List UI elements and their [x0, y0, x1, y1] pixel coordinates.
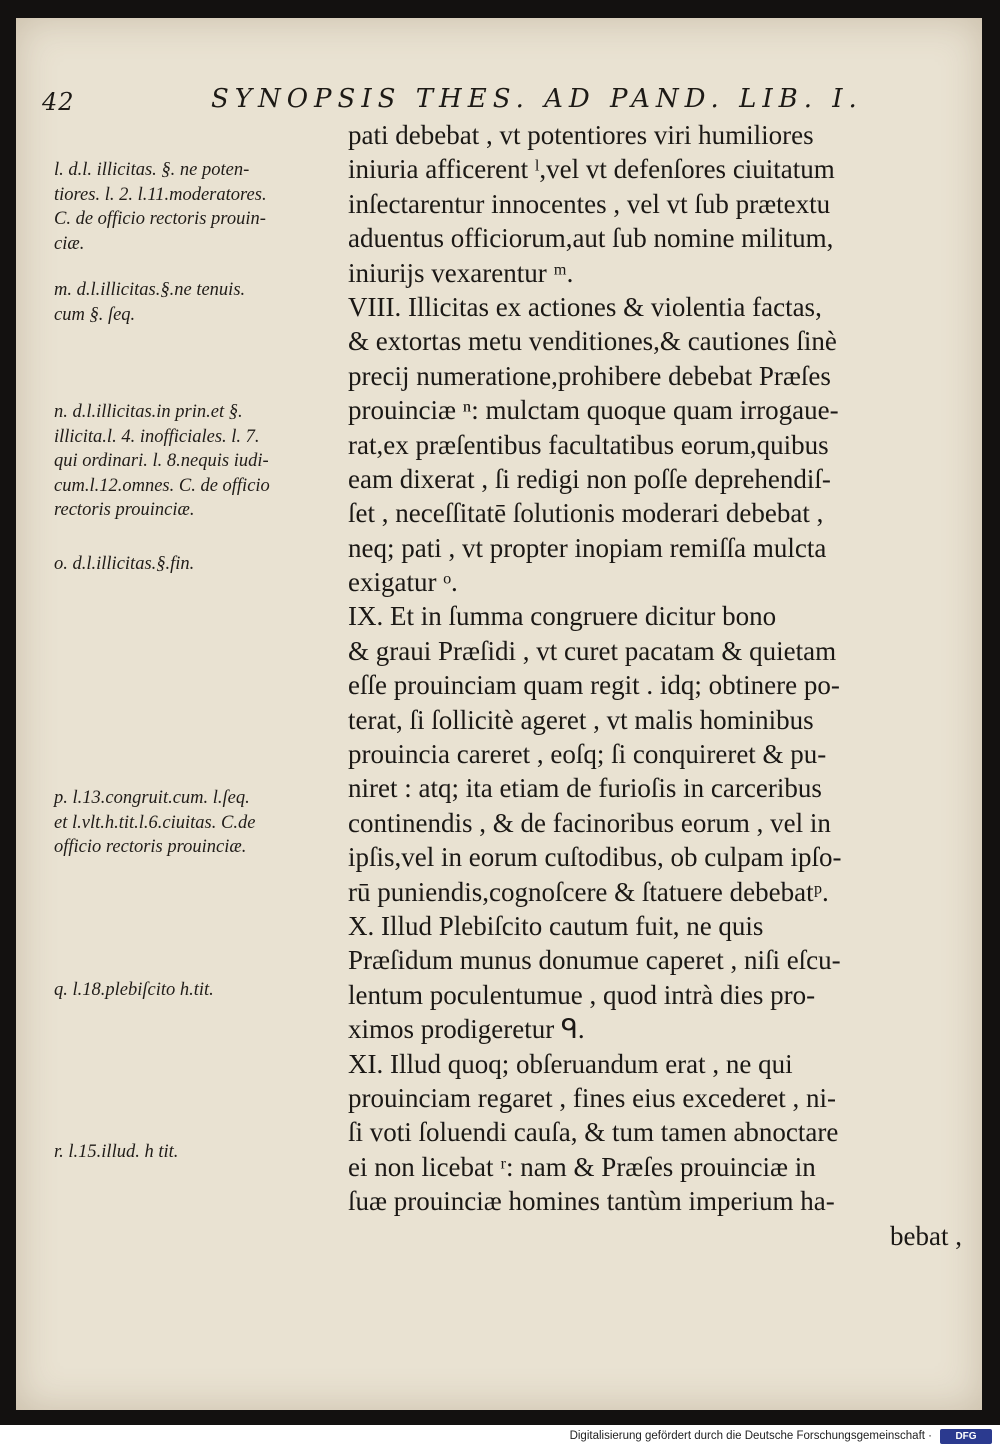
text-line: ximos prodigeretur ᑫ.	[348, 1014, 585, 1045]
text-line: ipſis,vel in eorum cuſtodibus, ob culpam ipſo-	[348, 842, 842, 873]
main-text	[348, 118, 966, 1253]
marginal-note-o	[54, 552, 374, 577]
digitization-footer	[0, 1425, 1000, 1449]
text-line: VIII. Illicitas ex actiones & violentia factas,	[348, 291, 822, 322]
text-line: exigatur ᵒ.	[348, 567, 458, 598]
marginal-note-line: ciæ.	[54, 233, 85, 254]
text-line: ſi voti ſoluendi cauſa, & tum tamen abnoctare	[348, 1117, 839, 1148]
marginal-note-line: n. d.l.illicitas.in prin.et §.	[54, 402, 243, 422]
book-page	[16, 18, 982, 1410]
text-line: rū puniendis,cognoſcere & ſtatuere debebatᵖ.	[348, 876, 829, 907]
text-line: iniurijs vexarentur ᵐ.	[348, 257, 574, 288]
text-line: precij numeratione,prohibere debebat Præſes	[348, 360, 831, 391]
marginal-note-line: q. l.18.plebiſcito h.tit.	[54, 980, 214, 1000]
text-line: ſet , neceſſitatē ſolutionis moderari debebat ,	[348, 498, 824, 529]
text-line: terat, ſi ſollicitè ageret , vt malis hominibus	[348, 704, 814, 735]
marginal-note-r	[54, 1140, 374, 1165]
text-line: Præſidum munus donumue caperet , niſi eſcu-	[348, 945, 841, 976]
text-line: prouincia careret , eoſq; ſi conquireret & pu-	[348, 739, 827, 770]
text-line: eſſe prouinciam quam regit . idq; obtinere po-	[348, 670, 840, 701]
marginal-note-line: r. l.15.illud. h tit.	[54, 1142, 179, 1162]
text-line: continendis , & de facinoribus eorum , vel in	[348, 807, 831, 838]
funding-credit: Digitalisierung gefördert durch die Deutsche Forschungsgemeinschaft ·	[569, 1430, 932, 1442]
page-number: 42	[42, 88, 75, 116]
marginal-note-n	[54, 400, 374, 523]
marginal-note-line: cum §. ſeq.	[54, 304, 136, 325]
text-line: eam dixerat , ſi redigi non poſſe deprehendiſ-	[348, 463, 831, 494]
text-line: & graui Præſidi , vt curet pacatam & quietam	[348, 635, 837, 666]
dfg-logo: DFG	[940, 1429, 992, 1444]
text-line: ei non licebat ʳ: nam & Præſes prouinciæ in	[348, 1151, 816, 1182]
marginal-note-line: rectoris prouinciæ.	[54, 500, 195, 520]
text-line: inſectarentur innocentes , vel vt ſub prætextu	[348, 188, 831, 219]
marginal-note-q	[54, 978, 374, 1003]
text-line: XI. Illud quoq; obſeruandum erat , ne qui	[348, 1048, 793, 1079]
marginal-note-line: l. d.l. illicitas. §. ne poten-	[54, 160, 250, 180]
text-line: pati debebat , vt potentiores viri humiliores	[348, 120, 814, 150]
marginal-note-line: cum.l.12.omnes. C. de officio	[54, 475, 270, 496]
text-line: niret : atq; ita etiam de furioſis in carceribus	[348, 773, 822, 804]
text-line: prouinciæ ⁿ: mulctam quoque quam irrogaue-	[348, 395, 839, 426]
text-line: rat,ex præſentibus facultatibus eorum,quibus	[348, 429, 829, 460]
text-line: neq; pati , vt propter inopiam remiſſa mulcta	[348, 532, 827, 563]
marginal-note-line: officio rectoris prouinciæ.	[54, 837, 247, 857]
text-line: ſuæ prouinciæ homines tantùm imperium ha-	[348, 1186, 835, 1217]
text-line: lentum poculentumue , quod intrà dies pro-	[348, 979, 816, 1010]
text-line: IX. Et in ſumma congruere dicitur bono	[348, 601, 777, 632]
marginal-note-m	[54, 278, 374, 327]
text-line: bebat ,	[890, 1220, 962, 1251]
marginal-note-line: illicita.l. 4. inofficiales. l. 7.	[54, 426, 260, 447]
marginal-note-line: C. de officio rectoris prouin-	[54, 209, 266, 229]
marginal-note-line: qui ordinari. l. 8.nequis iudi-	[54, 451, 269, 471]
running-head	[16, 80, 982, 120]
marginal-note-line: m. d.l.illicitas.§.ne tenuis.	[54, 280, 246, 300]
text-line: prouinciam regaret , fines eius excederet , ni-	[348, 1082, 837, 1113]
marginal-note-p	[54, 786, 374, 860]
text-line: & extortas metu venditiones,& cautiones ſinè	[348, 326, 837, 357]
text-line: aduentus officiorum,aut ſub nomine militum,	[348, 223, 834, 254]
text-line: iniuria afficerent ˡ,vel vt defenſores ciuitatum	[348, 154, 835, 185]
marginal-note-line: et l.vlt.h.tit.l.6.ciuitas. C.de	[54, 812, 256, 833]
text-line: X. Illud Plebiſcito cautum fuit, ne quis	[348, 910, 764, 941]
marginal-note-line: p. l.13.congruit.cum. l.ſeq.	[54, 788, 250, 808]
marginal-note-l	[54, 158, 374, 256]
running-head-title: SYNOPSIS THES. AD PAND. LIB. I.	[211, 84, 863, 114]
marginal-note-line: tiores. l. 2. l.11.moderatores.	[54, 184, 267, 205]
marginal-note-line: o. d.l.illicitas.§.fin.	[54, 554, 195, 574]
